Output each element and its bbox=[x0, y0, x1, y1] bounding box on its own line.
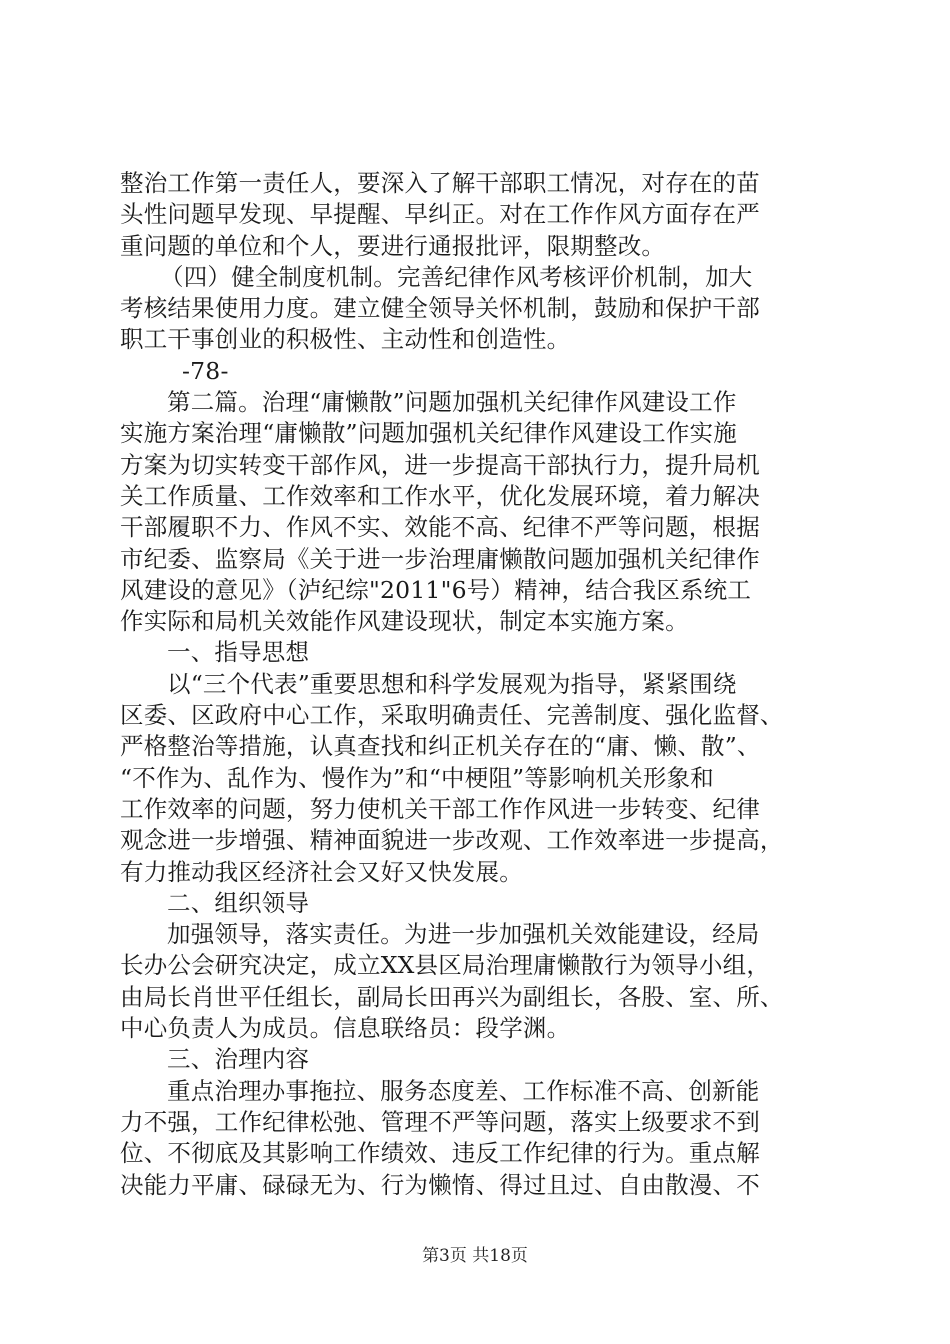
text-line: 加强领导，落实责任。为进一步加强机关效能建设，经局 bbox=[167, 920, 760, 949]
document-body bbox=[120, 168, 835, 1201]
text-line: 工作效率的问题，努力使机关干部工作作风进一步转变、纪律 bbox=[120, 794, 760, 823]
section-heading-four: （四）健全制度机制。完善纪律作风考核评价机制，加大 bbox=[160, 262, 753, 291]
text-line: 关工作质量、工作效率和工作水平，优化发展环境，着力解决 bbox=[120, 481, 760, 510]
text-line: 作实际和局机关效能作风建设现状，制定本实施方案。 bbox=[120, 607, 689, 636]
section-heading-guiding-thought: 一、指导思想 bbox=[167, 638, 310, 667]
text-line: 长办公会研究决定，成立XX县区局治理庸懒散行为领导小组， bbox=[120, 951, 771, 980]
text-line: “不作为、乱作为、慢作为”和“中梗阻”等影响机关形象和 bbox=[120, 763, 714, 792]
text-line: 头性问题早发现、早提醒、早纠正。对在工作作风方面存在严 bbox=[120, 200, 760, 229]
section-heading-organization: 二、组织领导 bbox=[167, 888, 310, 917]
text-line: 方案为切实转变干部作风，进一步提高干部执行力，提升局机 bbox=[120, 450, 760, 479]
text-line: 干部履职不力、作风不实、效能不高、纪律不严等问题，根据 bbox=[120, 513, 760, 542]
text-line: 考核结果使用力度。建立健全领导关怀机制，鼓励和保护干部 bbox=[120, 294, 760, 323]
text-line: 中心负责人为成员。信息联络员：段学渊。 bbox=[120, 1014, 571, 1043]
text-line: 重问题的单位和个人，要进行通报批评，限期整改。 bbox=[120, 231, 666, 260]
inline-page-number: -78- bbox=[182, 356, 229, 385]
text-line: 整治工作第一责任人，要深入了解干部职工情况，对存在的苗 bbox=[120, 169, 760, 197]
text-line: 市纪委、监察局《关于进一步治理庸懒散问题加强机关纪律作 bbox=[120, 544, 760, 573]
text-line: 区委、区政府中心工作，采取明确责任、完善制度、强化监督、 bbox=[120, 701, 784, 730]
text-line: 力不强，工作纪律松弛、管理不严等问题，落实上级要求不到 bbox=[120, 1107, 760, 1136]
section-heading-content: 三、治理内容 bbox=[167, 1045, 310, 1074]
page-footer: 第3页 共18页 bbox=[422, 1246, 528, 1266]
text-line: 重点治理办事拖拉、服务态度差、工作标准不高、创新能 bbox=[167, 1076, 760, 1105]
part-two-heading: 第二篇。治理“庸懒散”问题加强机关纪律作风建设工作 bbox=[167, 388, 737, 417]
text-line: 风建设的意见》（泸纪综"2011"6号）精神，结合我区系统工 bbox=[120, 575, 752, 604]
text-line: 实施方案治理“庸懒散”问题加强机关纪律作风建设工作实施 bbox=[120, 419, 737, 448]
text-line: 有力推动我区经济社会又好又快发展。 bbox=[120, 857, 523, 886]
text-line: 以“三个代表”重要思想和科学发展观为指导，紧紧围绕 bbox=[167, 669, 737, 698]
text-line: 观念进一步增强、精神面貌进一步改观、工作效率进一步提高， bbox=[120, 826, 784, 855]
text-line: 严格整治等措施，认真查找和纠正机关存在的“庸、懒、散”、 bbox=[120, 732, 761, 761]
text-line: 位、不彻底及其影响工作绩效、违反工作纪律的行为。重点解 bbox=[120, 1139, 760, 1168]
text-line: 职工干事创业的积极性、主动性和创造性。 bbox=[120, 325, 571, 354]
text-line: 由局长肖世平任组长，副局长田再兴为副组长，各股、室、所、 bbox=[120, 982, 784, 1011]
text-line: 决能力平庸、碌碌无为、行为懒惰、得过且过、自由散漫、不 bbox=[120, 1170, 760, 1199]
